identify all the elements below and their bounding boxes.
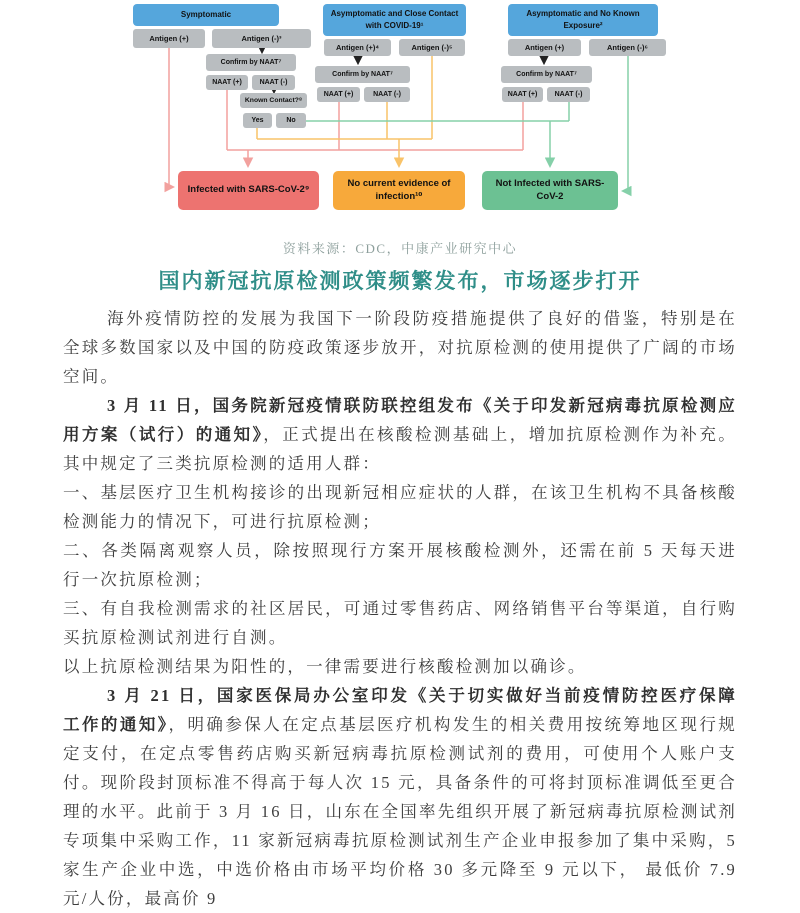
node-antigen-positive-3: Antigen (+) [508, 39, 581, 56]
paragraph-6-text: 以上抗原检测结果为阳性的，一律需要进行核酸检测加以确诊。 [63, 657, 587, 676]
section-heading: 国内新冠抗原检测政策频繁发布，市场逐步打开 [158, 269, 642, 293]
paragraph-3-text: 一、基层医疗卫生机构接诊的出现新冠相应症状的人群，在该卫生机构不具备核酸检测能力的情况下，可进行抗原检测； [63, 483, 737, 531]
node-antigen-positive-1: Antigen (+) [133, 29, 205, 48]
node-naat-positive-1: NAAT (+) [206, 75, 248, 90]
paragraph-7-text: ，明确参保人在定点基层医疗机构发生的相关费用按统筹地区现行规定支付，在定点零售药店购买新冠病毒抗原检测试剂的费用，可使用个人账户支付。现阶段封顶标准不得高于每人次 15 元，具备条件的可将封顶标准调低至更合理的水平。此前于 3 月 16 日，山东在全国率先组织开展了新冠病毒抗原检测试剂专项集中采购工作，11 家新冠病毒抗原检测试剂生产企业申报参加了集中采购，5 家生产企业中选，中选价格由市场平均价格 30 多元降至 9 元以下， 最低价 7.9 元/人份，最高价 9 [63, 715, 738, 908]
outcome-infected: Infected with SARS-CoV-2⁹ [178, 171, 319, 210]
paragraph-1-text: 海外疫情防控的发展为我国下一阶段防疫措施提供了良好的借鉴，特别是在全球多数国家以及中国的防疫政策逐步放开，对抗原检测的使用提供了广阔的市场空间。 [63, 309, 737, 386]
node-naat-negative-2: NAAT (-) [364, 87, 410, 102]
node-known-contact: Known Contact?⁸ [240, 93, 307, 108]
node-antigen-positive-2: Antigen (+)⁴ [324, 39, 391, 56]
paragraph-5-text: 三、有自我检测需求的社区居民，可通过零售药店、网络销售平台等渠道，自行购买抗原检测试剂进行自测。 [63, 599, 737, 647]
paragraph-2 [63, 391, 737, 478]
node-antigen-negative-2: Antigen (-)⁵ [399, 39, 465, 56]
flowchart-header-close-contact: Asymptomatic and Close Contact with COVID-19¹ [323, 4, 466, 36]
node-confirm-naat-1: Confirm by NAAT⁷ [206, 54, 296, 71]
outcome-no-evidence: No current evidence of infection¹⁰ [333, 171, 465, 210]
paragraph-4-text: 二、各类隔离观察人员，除按照现行方案开展核酸检测外，还需在前 5 天每天进行一次抗原检测； [63, 541, 737, 589]
node-antigen-negative-3: Antigen (-)⁶ [589, 39, 666, 56]
node-antigen-negative-1: Antigen (-)³ [212, 29, 311, 48]
node-no: No [276, 113, 306, 128]
node-yes: Yes [243, 113, 272, 128]
flowchart-header-symptomatic: Symptomatic [133, 4, 279, 26]
paragraph-3 [63, 478, 737, 536]
paragraph-4 [63, 536, 737, 594]
node-naat-negative-3: NAAT (-) [547, 87, 590, 102]
paragraph-5 [63, 594, 737, 652]
node-confirm-naat-2: Confirm by NAAT⁷ [315, 66, 410, 83]
outcome-not-infected: Not Infected with SARS-CoV-2 [482, 171, 618, 210]
paragraph-2-text: ，正式提出在核酸检测基础上，增加抗原检测作为补充。其中规定了三类抗原检测的适用人群： [63, 425, 738, 473]
paragraph-6 [63, 652, 737, 681]
body-text [63, 304, 737, 913]
paragraph-1 [63, 304, 737, 391]
paragraph-2-bold: 3 月 11 日，国务院新冠疫情联防联控组发布《关于印发新冠病毒抗原检测应用方案（试行）的通知》 [63, 396, 737, 444]
source-caption: 资料来源：CDC，中康产业研究中心 [282, 241, 518, 256]
node-naat-negative-1: NAAT (-) [252, 75, 295, 90]
flowchart-header-no-exposure: Asymptomatic and No Known Exposure² [508, 4, 658, 36]
paragraph-7 [63, 681, 737, 913]
paragraph-7-bold: 3 月 21 日，国家医保局办公室印发《关于切实做好当前疫情防控医疗保障工作的通知》 [63, 686, 737, 734]
node-naat-positive-2: NAAT (+) [317, 87, 360, 102]
node-confirm-naat-3: Confirm by NAAT⁷ [501, 66, 592, 83]
cdc-antigen-testing-flowchart [0, 0, 800, 228]
node-naat-positive-3: NAAT (+) [502, 87, 543, 102]
